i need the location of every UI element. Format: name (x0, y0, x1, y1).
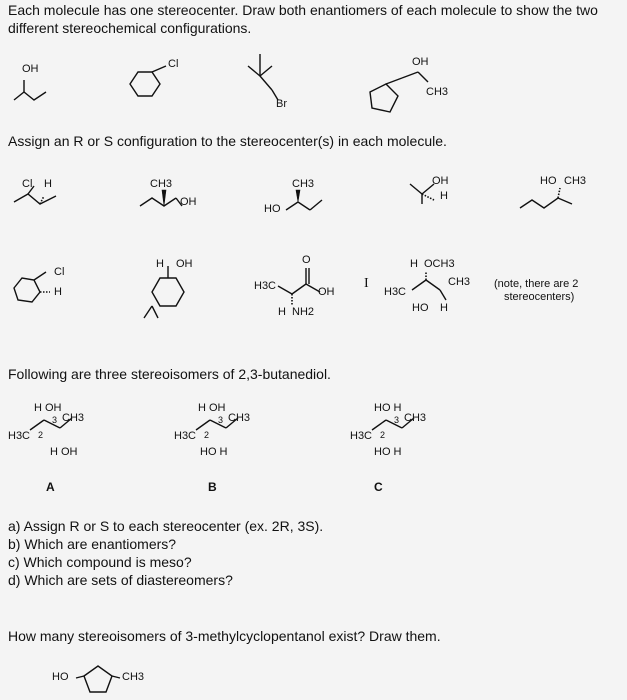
molecule-r2-e (520, 188, 572, 208)
row1-m4-ch3: CH3 (426, 86, 449, 98)
row2-e-ho: HO (540, 175, 557, 187)
isomer-a-num2: 2 (38, 430, 44, 440)
molecule-bromo-branched (248, 54, 278, 100)
row2-e-ch3: CH3 (564, 175, 587, 187)
row3-b-h: H (156, 258, 164, 270)
isomer-a-h3c: H3C (8, 430, 31, 442)
row3-c-oh: OH (318, 286, 335, 298)
row3-c-h3c: H3C (254, 280, 277, 292)
row1-m3-br: Br (276, 98, 287, 110)
isomer-c-h3c: H3C (350, 430, 373, 442)
isomer-b-ch3: CH3 (228, 412, 251, 424)
row2-b-oh: OH (180, 196, 197, 208)
row2-d-oh: OH (432, 175, 449, 187)
isomer-b-label: B (208, 480, 217, 494)
row3-c-nh2: NH2 (292, 306, 315, 318)
bottom-mol-ho: HO (52, 671, 69, 683)
row2-c-ho: HO (264, 203, 281, 215)
part-c: c) Which compound is meso? (8, 554, 192, 570)
row1-m2-cl: Cl (168, 58, 179, 70)
question-1-line-2: different stereochemical configurations. (8, 20, 252, 36)
isomer-c-bottom: HO H (374, 446, 402, 458)
row3-c-o: O (302, 254, 311, 266)
molecule-r2-d (410, 184, 434, 204)
molecule-3-methylcyclopentanol (76, 666, 120, 692)
isomer-c-num3: 3 (394, 415, 400, 425)
isomer-b-bottom: HO H (200, 446, 228, 458)
isomer-c-num2: 2 (380, 430, 386, 440)
row3-d-ho: HO (412, 302, 429, 314)
row2-a-h: H (44, 178, 52, 190)
question-4: How many stereoisomers of 3-methylcyclopentanol exist? Draw them. (8, 628, 441, 644)
bottom-mol-ch3: CH3 (122, 671, 145, 683)
row2-d-h: H (440, 190, 448, 202)
isomer-c-label: C (374, 480, 383, 494)
part-b: b) Which are enantiomers? (8, 536, 177, 552)
isomer-c-top: HO H (374, 402, 402, 414)
molecule-r2-b (140, 190, 182, 206)
row3-d-h: H (410, 258, 418, 270)
part-d: d) Which are sets of diastereomers? (8, 572, 233, 588)
row3-d-ch3: CH3 (448, 276, 471, 288)
isomer-c-ch3: CH3 (404, 412, 427, 424)
row3-d-och3: OCH3 (424, 258, 455, 270)
molecule-r3-d (412, 272, 446, 300)
text-cursor: I (364, 276, 369, 291)
row3-d-h2: H (440, 302, 448, 314)
question-3: Following are three stereoisomers of 2,3-butanediol. (8, 366, 331, 382)
row3-a-h: H (54, 286, 62, 298)
molecule-chlorocyclohexyl (130, 66, 166, 96)
row3-d-h3c: H3C (384, 286, 407, 298)
isomer-a-top: H OH (34, 402, 62, 414)
isomer-b-h3c: H3C (174, 430, 197, 442)
isomer-a-bottom: H OH (50, 446, 78, 458)
isomer-a-num3: 3 (52, 415, 58, 425)
molecule-r3-c (278, 268, 320, 306)
question-1-line-1: Each molecule has one stereocenter. Draw both enantiomers of each molecule to show the two (8, 2, 598, 18)
molecule-cyclopentyl-ethanol (370, 72, 428, 112)
isomer-a-label: A (46, 480, 55, 494)
isomer-b-top: H OH (198, 402, 226, 414)
isomer-b-num3: 3 (218, 415, 224, 425)
row3-note-line-2: stereocenters) (504, 291, 575, 303)
molecule-2-butanol (14, 80, 46, 100)
question-2: Assign an R or S configuration to the stereocenter(s) in each molecule. (8, 133, 447, 149)
row2-a-cl: Cl (22, 178, 33, 190)
isomer-a-ch3: CH3 (62, 412, 85, 424)
molecule-r3-a (14, 272, 50, 302)
row1-m1-oh: OH (22, 63, 39, 75)
molecule-r2-c (286, 190, 322, 210)
row3-a-cl: Cl (54, 266, 65, 278)
part-a: a) Assign R or S to each stereocenter (ex. 2R, 3S). (8, 518, 324, 534)
isomer-b-num2: 2 (204, 430, 210, 440)
row3-c-h: H (278, 306, 286, 318)
row1-m4-oh: OH (412, 56, 429, 68)
row3-note-line-1: (note, there are 2 (494, 278, 579, 290)
row2-c-ch3: CH3 (292, 178, 315, 190)
row2-b-ch3: CH3 (150, 178, 173, 190)
row3-b-oh: OH (176, 258, 193, 270)
molecule-r3-b (144, 266, 184, 318)
